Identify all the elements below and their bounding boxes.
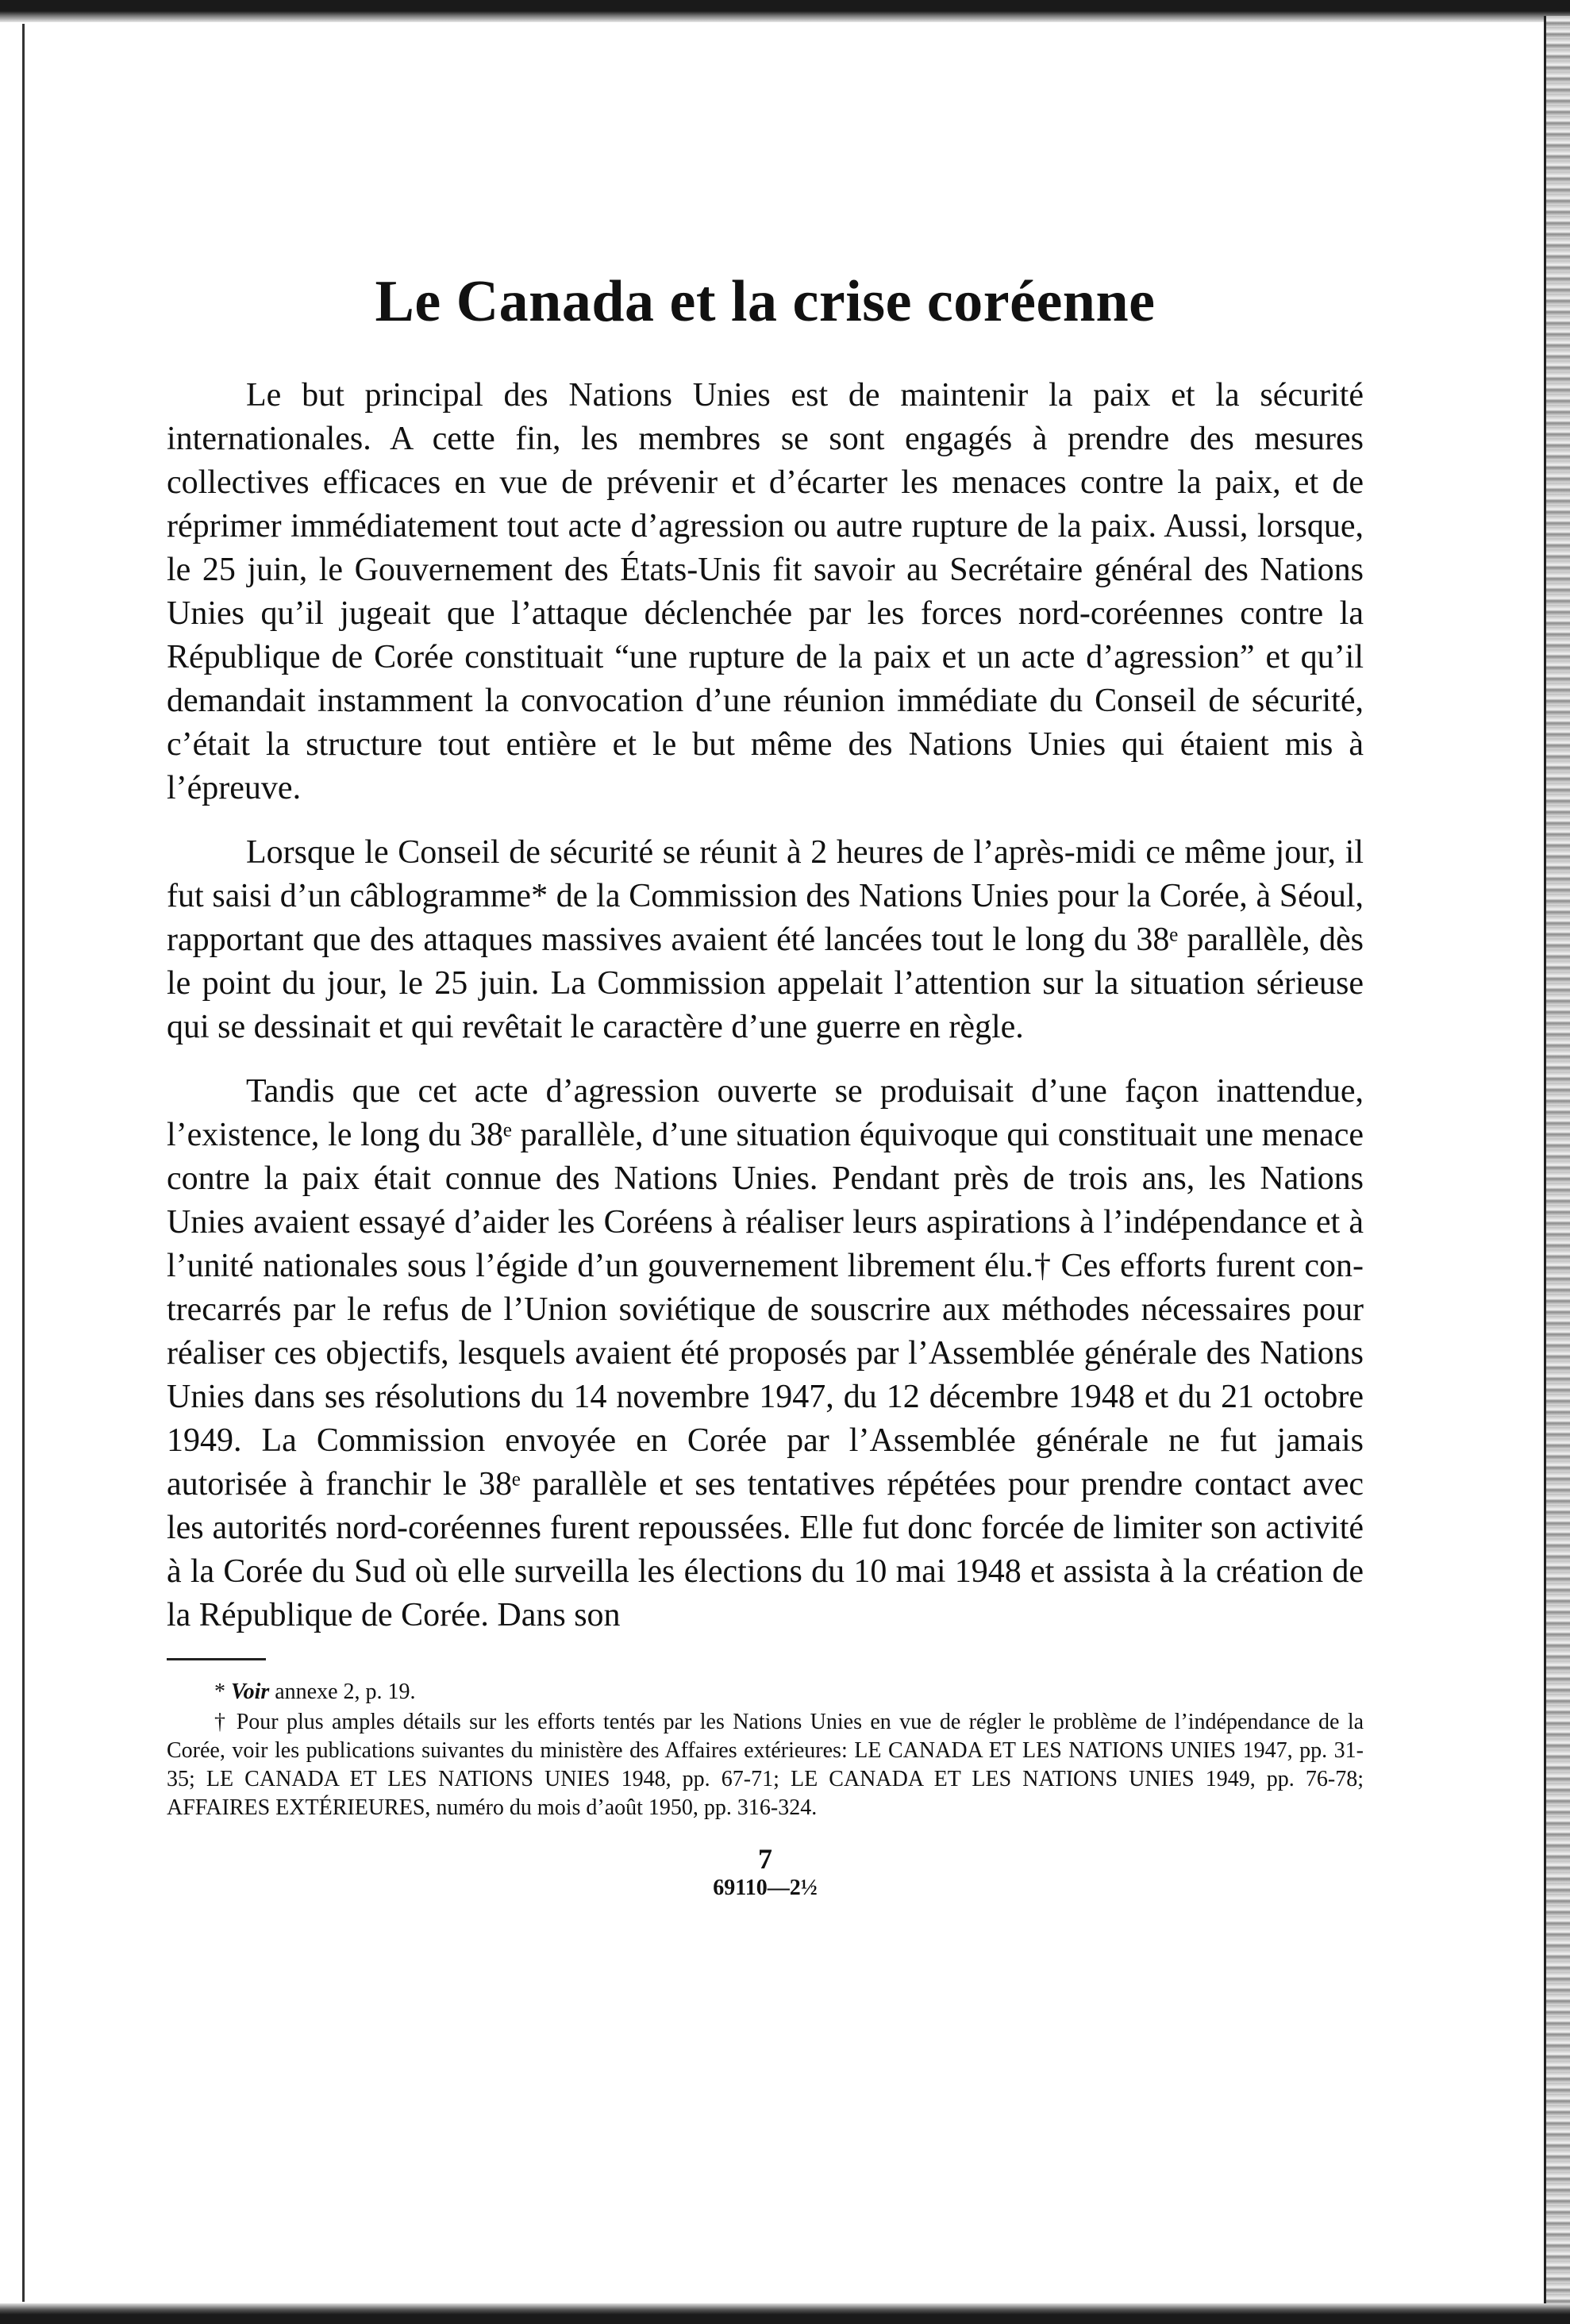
footnote-1-mark: * [214,1680,225,1705]
footnote-2-mark: † [214,1710,229,1735]
paragraph-1: Le but principal des Nations Unies est de maintenir la paix et la sécurité internationales. A cette fin, les membres se sont engagés à prendre des mesures collectives efficaces en vue de prévenir et d’écarter les menaces contre la paix, et de réprimer immédiatement tout acte d’agression ou autre rupture de la paix. Aussi, lorsque, le 25 juin, le Gouvernement des États-Unis fit savoir au Secrétaire général des Nations Unies qu’il jugeait que l’attaque déclenchée par les forces nord-coréennes contre la République de Corée constituait “une rupture de la paix et un acte d’agression” et qu’il demandait instamment la convocation d’une réunion immédiate du Conseil de sécurité, c’était la structure tout entière et le but même des Nations Unies qui étaient mis à l’épreuve. [167,377,1364,807]
footnote-1 [167,1678,1364,1706]
page-number: 7 [758,1843,772,1876]
footnote-2-text: Pour plus amples détails sur les efforts tentés par les Nations Unies en vue de régler le problème de l’indépendance de la Corée, voir les publications suivantes du ministère des Affaires extérieures: LE CANADA ET LES NATIONS UNIES 1947, pp. 31-35; LE CANADA ET LES NATIONS UNIES 1948, pp. 67-71; LE CANADA ET LES NATIONS UNIES 1949, pp. 76-78; AFFAIRES EXTÉRIEURES, numéro du mois d’août 1950, pp. 316-324. [167,1710,1364,1821]
footnote-1-ref: Voir [231,1680,270,1705]
paragraph-2: Lorsque le Conseil de sécurité se réunit à 2 heures de l’après-midi ce même jour, il fut saisi d’un câblogramme* de la Commission des Nations Unies pour la Corée, à Séoul, rapportant que des attaques massives avaient été lancées tout le long du 38ᵉ parallèle, dès le point du jour, le 25 juin. La Commission appelait l’attention sur la situation sérieuse qui se dessinait et qui revêtait le caractère d’une guerre en règle. [167,834,1364,1046]
footnote-1-text: annexe 2, p. 19. [275,1680,416,1705]
page-title: Le Canada et la crise coréenne [375,269,1156,334]
printer-signature: 69110—2½ [713,1876,818,1901]
scan-top-edge [0,0,1570,22]
paragraph-3: Tandis que cet acte d’agression ouverte se produisait d’une façon inattendue, l’existence, le long du 38ᵉ parallèle, d’une situation équivoque qui constituait une menace contre la paix était connue des Nations Unies. Pendant près de trois ans, les Nations Unies avaient essayé d’aider les Coréens à réaliser leurs aspirations à l’indépendance et à l’unité nationales sous l’égide d’un gouvernement librement élu.† Ces efforts furent contrecarrés par le refus de l’Union soviétique de souscrire aux méthodes nécessaires pour réaliser ces objectifs, lesquels avaient été proposés par l’Assemblée générale des Nations Unies dans ses résolutions du 14 novembre 1947, du 12 décembre 1948 et du 21 octobre 1949. La Commission envoyée en Corée par l’Assemblée générale ne fut jamais autorisée à franchir le 38ᵉ parallèle et ses tentatives répétées pour prendre contact avec les autorités nord-coréennes furent repoussées. Elle fut donc forcée de limiter son activité à la Corée du Sud où elle surveilla les élections du 10 mai 1948 et assista à la création de la République de Corée. Dans son [167,1073,1364,1634]
footnote-2 [167,1708,1364,1822]
scan-left-edge [22,24,25,2302]
scan-bottom-edge [0,2303,1570,2324]
page-body [167,270,1364,1902]
scan-right-edge [1544,16,1570,2306]
footnote-divider [167,1658,266,1660]
